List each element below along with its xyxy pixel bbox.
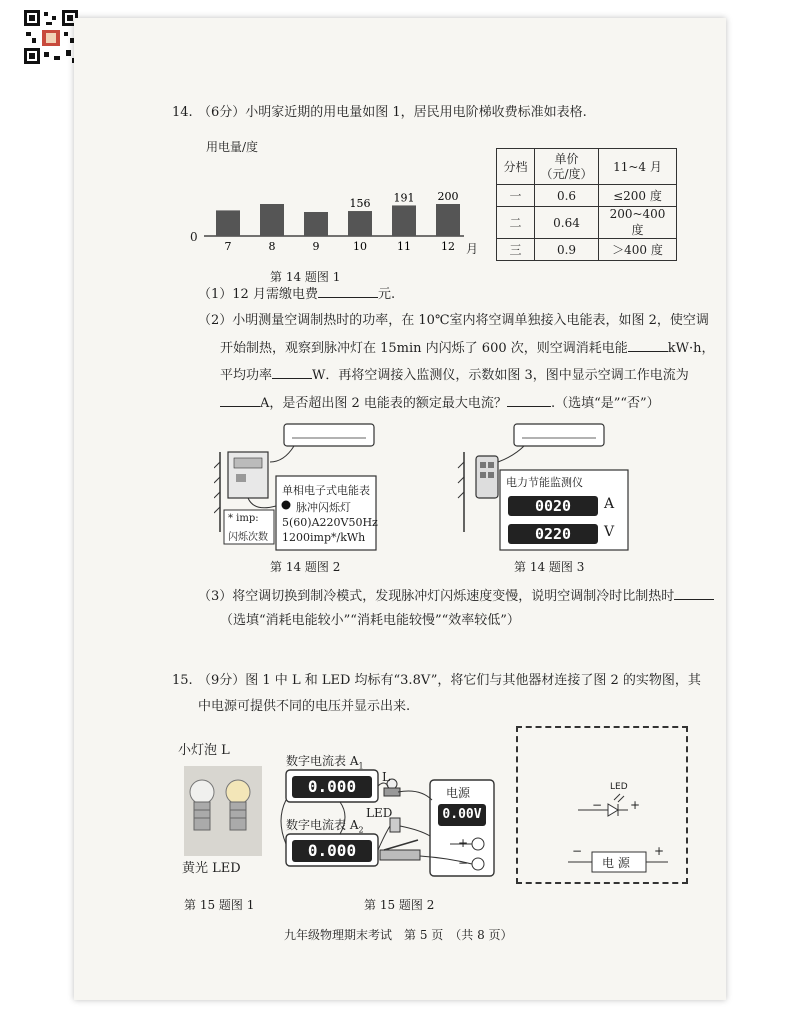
fig14-2-caption: 第 14 题图 2 [270, 560, 341, 574]
power-supply-title: 电源 [446, 786, 471, 800]
table-header-price: 单价 （元/度） [535, 149, 599, 185]
tier-table [496, 148, 677, 261]
q14-part2-text: 开始制热，观察到脉冲灯在 15min 内闪烁了 600 次，则空调消耗电能 [220, 341, 628, 356]
table-cell: 200~400 度 [599, 207, 677, 239]
source-plus-label: + [654, 844, 665, 858]
table-row [497, 207, 677, 239]
fig15-2-circuit-photo [280, 740, 500, 890]
pulse-light-label: 脉冲闪烁灯 [296, 501, 351, 514]
chart-xunit: 月 [466, 242, 479, 256]
bar-9 [304, 212, 328, 236]
current-display: 0020 [508, 496, 598, 516]
q14-intro: （6分）小明家近期的用电量如图 1，居民用电阶梯收费标准如表格. [198, 105, 587, 120]
q14-part3-blank[interactable] [674, 586, 714, 600]
q14-part1 [198, 284, 395, 304]
led-symbol-label: LED [610, 782, 628, 792]
tick-label-7: 7 [224, 240, 232, 253]
q14-part2-unit: kW·h， [667, 341, 715, 356]
switch-icon [380, 850, 420, 860]
q14-part1-unit: 元. [377, 287, 396, 302]
data-label-12: 200 [437, 190, 459, 203]
q14-part2-line2 [220, 338, 715, 358]
fig14-3-caption: 第 14 题图 3 [514, 560, 585, 574]
power-monitor-device [476, 456, 498, 498]
table-cell: 二 [497, 207, 535, 239]
table-row [497, 185, 677, 207]
table-header-range: 11~4 月 [599, 149, 677, 185]
voltage-unit: V [604, 524, 615, 540]
tick-label-8: 8 [268, 240, 276, 253]
fig14-1-caption: 第 14 题图 1 [270, 270, 341, 284]
fig14-3-monitor-diagram [454, 422, 634, 552]
air-conditioner-unit [284, 424, 374, 446]
table-cell: ＞400 度 [599, 239, 677, 261]
fig15-1-components [178, 740, 278, 890]
table-header-tier: 分档 [497, 149, 535, 185]
bar-10 [348, 211, 372, 236]
ammeter-a1-title: 数字电流表 $A_1$ [286, 754, 364, 771]
bulb-icon [190, 780, 214, 804]
ammeter-a2-reading: 0.000 [292, 840, 372, 862]
q14-part2-line3 [220, 365, 689, 385]
q14-part2-text: 平均功率 [220, 368, 273, 383]
pulse-light-icon [282, 501, 291, 510]
current-blank[interactable] [220, 393, 260, 407]
lamp-l-label: L [382, 770, 390, 784]
current-unit: A [604, 496, 615, 512]
q14-part2-text: .（选填“是”“否”） [550, 396, 660, 411]
led-component-label: LED [366, 806, 393, 820]
meter-spec-2: 1200imp*/kWh [282, 531, 366, 544]
air-conditioner-unit [514, 424, 604, 446]
meter-spec-1: 5(60)A220V50Hz [282, 516, 378, 529]
chart-ylabel: 用电量/度 [206, 140, 259, 154]
ammeter-a1-reading: 0.000 [292, 776, 372, 798]
q14-part3-line1 [198, 586, 714, 606]
bulb-label: 小灯泡 L [178, 743, 230, 758]
table-cell: ≤200 度 [599, 185, 677, 207]
circuit-drawing-area[interactable] [516, 726, 688, 884]
led-minus-label: − [592, 798, 603, 812]
q14-part2-text: W．再将空调接入监测仪，示数如图 3，图中显示空调工作电流为 [312, 368, 689, 383]
tick-label-10: 10 [353, 240, 367, 253]
exceed-blank[interactable] [507, 393, 551, 407]
negative-terminal-icon [472, 858, 484, 870]
q14-part3-text: （3）将空调切换到制冷模式，发现脉冲灯闪烁速度变慢，说明空调制冷时比制热时 [198, 589, 675, 604]
table-cell: 0.64 [535, 207, 599, 239]
q14-part1-blank[interactable] [318, 284, 378, 298]
fig15-2-caption: 第 15 题图 2 [364, 898, 435, 912]
table-cell: 三 [497, 239, 535, 261]
tick-label-11: 11 [397, 240, 411, 253]
q15-line1: （9分）图 1 中 L 和 LED 均标有“3.8V”，将它们与其他器材连接了图 2 的实物图，其 [198, 673, 701, 688]
fig14-2-meter-diagram [214, 422, 454, 552]
led-plus-label: + [630, 798, 641, 812]
usage-bar-chart [184, 136, 484, 266]
fig15-1-caption: 第 15 题图 1 [184, 898, 255, 912]
imp-note-1: * imp: [228, 513, 259, 524]
tick-label-9: 9 [312, 240, 320, 253]
led-icon [226, 780, 250, 804]
q14-part1-text: （1）12 月需缴电费 [198, 287, 318, 302]
chart-origin: 0 [190, 230, 198, 244]
table-cell: 一 [497, 185, 535, 207]
led-symbol-icon [608, 804, 618, 816]
monitor-title: 电力节能监测仪 [506, 476, 583, 489]
table-row [497, 239, 677, 261]
voltage-display: 0220 [508, 524, 598, 544]
tier-table-header [497, 149, 677, 185]
q14-part3-line2: （选填“消耗电能较小”“消耗电能较慢”“效率较低”） [220, 613, 520, 628]
q15-number: 15. [172, 673, 193, 688]
exam-page [74, 18, 726, 1000]
q14-part2-text: A，是否超出图 2 电能表的额定最大电流？ [260, 396, 507, 411]
power-minus-label: − [458, 856, 469, 870]
q14-part2-line1: （2）小明测量空调制热时的功率，在 10℃室内将空调单独接入电能表，如图 2，使空调 [198, 313, 709, 328]
led-component-icon [390, 818, 400, 832]
q14-number: 14. [172, 105, 193, 120]
imp-note-2: 闪烁次数 [228, 532, 268, 543]
page-footer: 九年级物理期末考试 第 5 页 （共 8 页） [284, 928, 513, 942]
qr-code [22, 8, 80, 66]
table-cell: 0.6 [535, 185, 599, 207]
tick-label-12: 12 [441, 240, 455, 253]
data-label-11: 191 [393, 191, 415, 205]
bar-11 [392, 205, 416, 236]
q14-part2-line4 [220, 393, 660, 413]
bar-7 [216, 210, 240, 236]
bar-8 [260, 204, 284, 236]
table-cell: 0.9 [535, 239, 599, 261]
source-minus-label: − [572, 844, 583, 858]
positive-terminal-icon [472, 838, 484, 850]
data-label-10: 156 [349, 197, 371, 211]
bar-12 [436, 204, 460, 236]
power-plus-label: + [458, 836, 469, 850]
energy-blank[interactable] [628, 338, 668, 352]
power-supply-reading: 0.00V [438, 804, 486, 826]
ammeter-a2-title: 数字电流表 $A_2$ [286, 818, 364, 835]
power-blank[interactable] [272, 365, 312, 379]
q15-line2: 中电源可提供不同的电压并显示出来. [198, 699, 411, 714]
power-source-label: 电 源 [602, 856, 630, 870]
meter-title: 单相电子式电能表 [282, 484, 370, 497]
led-label: 黄光 LED [182, 861, 241, 876]
